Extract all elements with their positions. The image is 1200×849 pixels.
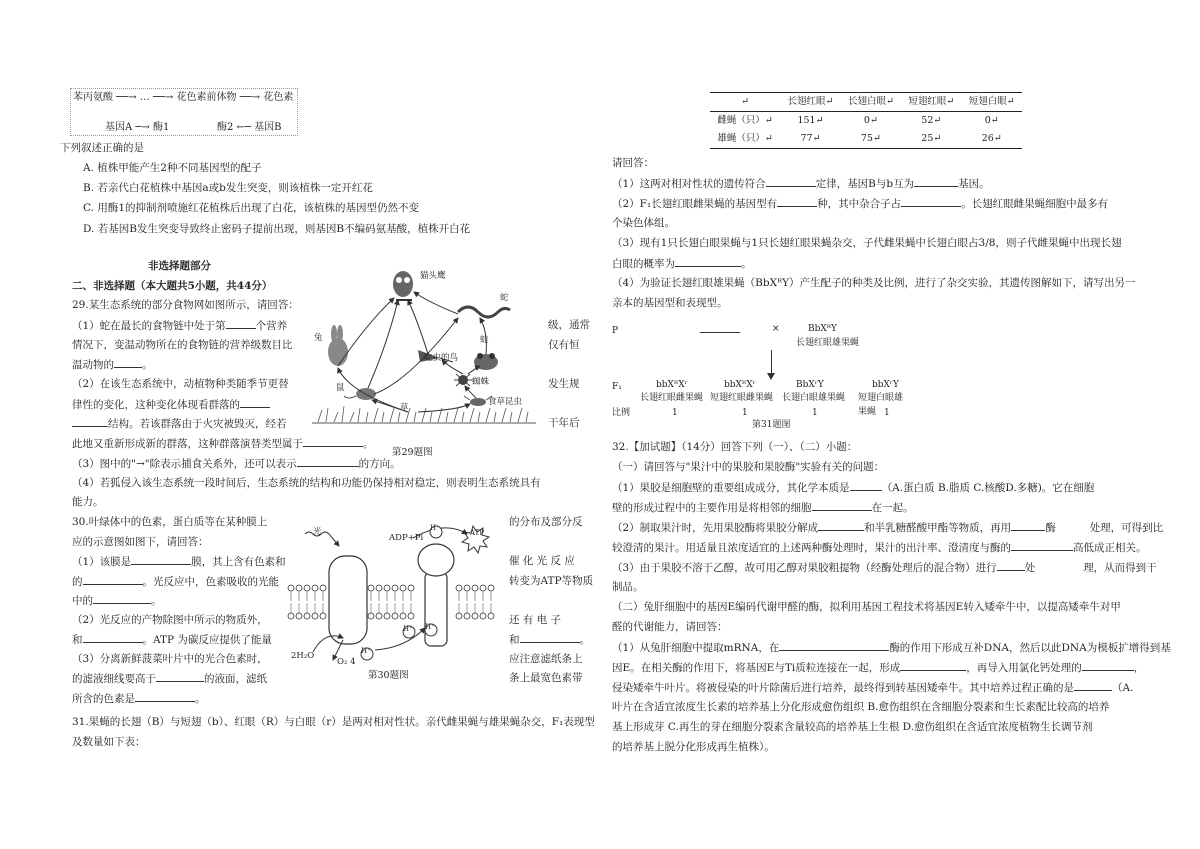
table-header-cell: ↵ xyxy=(710,93,780,112)
cross-offspring-geno-4: bbXʳY xyxy=(872,380,899,390)
q32-part2-title2: 醛的代谢能力，请回答： xyxy=(612,621,728,633)
q28-stem: 下列叙述正确的是 xyxy=(60,142,144,154)
table-cell: 77↵ xyxy=(780,130,840,149)
q29-line7: 此地又重新形成新的群落，这种群落演替类型属于 。 xyxy=(72,435,374,453)
q29-line2: 情况下，变温动物所在的食物链的营养级数目比 xyxy=(72,339,293,351)
cross-p-label: P xyxy=(612,326,619,336)
cross-male-phenotype: 长翅红眼雄果蝇 xyxy=(796,338,860,348)
table-header-cell: 短翅白眼↵ xyxy=(962,93,1022,112)
snake-icon xyxy=(458,307,510,317)
fig29-label-insect: 食草昆虫 xyxy=(488,397,523,407)
fig30-label-h-2: H⁺ xyxy=(425,623,435,631)
q28-option-d: D. 若基因B发生突变导致终止密码子提前出现，则基因B不编码氨基酸，植株开白花 xyxy=(83,223,471,235)
cross-offspring-pheno-2: 短翅红眼雌果蝇 xyxy=(710,393,774,403)
fig30-label-h-1: H⁺ xyxy=(403,625,413,633)
cross-offspring-geno-3: BbXʳY xyxy=(796,380,824,390)
q30-line2: 应的示意图如图下，请回答： xyxy=(72,536,209,548)
cross-diagram xyxy=(610,318,910,428)
fig29-label-grass: 草 xyxy=(400,403,409,413)
q31-3: （3）现有1只长翅白眼果蝇与1只长翅红眼果蝇杂交，子代雌果蝇中长翅白眼占3/8，则子代雌果蝇中出现长翅 xyxy=(612,237,1122,249)
section-subtitle: 二、非选择题（本大题共5小题，共44分） xyxy=(72,280,273,292)
q31-line2: 及数量如下表： xyxy=(72,736,146,748)
q32-1-1b: 壁的形成过程中的主要作用是将相邻的细胞 在一起。 xyxy=(612,499,914,517)
q32-1-2b: 较澄清的果汁。用适量且浓度适宜的上述两种酶处理时，果汁的出汁率、澄清度与酶的 高低成正相关。 xyxy=(612,539,1147,557)
cross-ratio-2: 1 xyxy=(742,408,748,418)
spider-icon xyxy=(454,374,472,386)
photosystem-protein xyxy=(329,556,367,644)
food-web-figure xyxy=(308,262,540,430)
q30-line9: 的滤液细线要高于 的液面，滤纸 xyxy=(72,670,267,688)
q32-title: 32.【加试题】（14分）回答下列（一）、（二）小题： xyxy=(612,441,858,453)
fig30-label-light: 光 xyxy=(313,527,322,537)
table-header-cell: 短翅红眼↵ xyxy=(901,93,961,112)
q32-part2-title: （二）兔肝细胞中的基因E编码代谢甲醛的酶，拟利用基因工程技术将基因E转入矮牵牛中，以提高矮牵牛对甲 xyxy=(612,601,1121,613)
fig30-label-h-3: H⁺ xyxy=(361,647,371,655)
cross-f1-label: F₁ xyxy=(612,382,622,392)
table-cell: 0↵ xyxy=(863,115,878,127)
fig30-label-adp: ADP+Pi xyxy=(389,533,424,543)
q32-1-2: （2）制取果汁时，先用果胶酶将果胶分解成 和半乳糖醛酸甲酯等物质，再用 酶 处理，可得到比 xyxy=(612,519,1163,537)
q30-line9-right: 条上最宽色素带 xyxy=(509,672,583,684)
q30-stem: 30.叶绿体中的色素，蛋白质等在某种膜上 xyxy=(72,516,268,528)
q32-2-1d: 叶片在含适宜浓度生长素的培养基上分化形成愈伤组织 B.愈伤组织在含细胞分裂素和生长素配比较高的培养 xyxy=(612,701,1110,713)
atp-synthase-head xyxy=(418,544,454,576)
q30-line8-right: 应注意滤纸条上 xyxy=(509,653,583,665)
table-row xyxy=(710,130,1022,149)
q29-line10: 能力。 xyxy=(72,496,104,508)
cross-offspring-pheno-3: 长翅白眼雄果蝇 xyxy=(782,393,846,403)
q30-line6: （2）光反应的产物除图中所示的物质外， xyxy=(72,614,268,626)
fig29-label-rabbit: 兔 xyxy=(314,333,323,343)
fig29-caption: 第29题图 xyxy=(392,447,433,458)
q30-line7-right: 和 。 xyxy=(509,631,590,649)
q31-4: （4）为验证长翅红眼雄果蝇（BbXᴿY）产生配子的种类及比例，进行了杂交实验，其遗传图解如下，请写出另一 xyxy=(612,277,1136,289)
q29-line6: 结构。若该群落由于火灾被毁灭，经若 xyxy=(72,415,287,433)
q29-line5: 律性的变化，这种变化体现看群落的 xyxy=(72,396,270,414)
fig29-label-snake: 蛇 xyxy=(500,293,509,303)
rabbit-icon xyxy=(328,325,348,366)
table-cell: 75↵ xyxy=(841,130,901,149)
q29-stem: 29.某生态系统的部分食物网如图所示，请回答： xyxy=(72,299,299,311)
table-row xyxy=(710,112,1022,131)
q30-line4: 的 。光反应中，色素吸收的光能 xyxy=(72,573,279,591)
cross-offspring-geno-2: bbXᴿXʳ xyxy=(724,380,756,390)
q31-1: （1）这两对相对性状的遗传符合 定律，基因B与b互为 基因。 xyxy=(612,175,990,193)
q31-line1: 31.果蝇的长翅（B）与短翅（b）、红眼（R）与白眼（r）是两对相对性状。亲代雌果蝇与雄果蝇杂交，F₁表现型 xyxy=(72,716,595,728)
q30-line6-right: 还 有 电 子 xyxy=(509,614,562,626)
q32-1-1: （1）果胶是细胞壁的重要组成成分，其化学本质是 （A.蛋白质 B.脂质 C.核酸D.多糖)。它在细胞 xyxy=(612,479,1094,497)
q28-option-c: C. 用酶1的抑制剂喷施红花植株后出现了白花，该植株的基因型仍然不变 xyxy=(83,202,420,214)
mouse-icon xyxy=(344,388,376,400)
q31-3b: 白眼的概率为 。 xyxy=(612,255,752,273)
pathway-row1: 苯丙氨酸 ──→ … ──→ 花色素前体物 ──→ 花色素 xyxy=(73,92,294,103)
q29-line1-right: 级，通常 xyxy=(548,319,590,331)
pathway-row2: 基因A ─→ 酶1 酶2 ←─ 基因B xyxy=(105,122,282,133)
cross-ratio-3: 1 xyxy=(812,408,818,418)
q32-1-3: （3）由于果胶不溶于乙醇，故可用乙醇对果胶粗提物（经酶处理后的混合物）进行 处 理，从而得到干 xyxy=(612,559,1157,577)
q30-line5: 中的 。 xyxy=(72,592,162,610)
table-cell: 雌蝇（只）↵ xyxy=(717,115,773,127)
cross-male-genotype: BbXᴿY xyxy=(808,324,837,334)
cross-ratio-1: 1 xyxy=(672,408,678,418)
table-cell: 雄蝇（只）↵ xyxy=(710,130,780,149)
q31-2b: 个染色体组。 xyxy=(612,217,675,229)
q29-line8: （3）图中的"→"除表示捕食关系外，还可以表示 的方向。 xyxy=(72,455,401,473)
table-header-row xyxy=(710,93,1022,112)
table-header-cell: 长翅白眼↵ xyxy=(841,93,901,112)
fig30-caption: 第30题图 xyxy=(368,670,409,681)
right-column xyxy=(600,0,1200,849)
table-cell: 0↵ xyxy=(984,115,999,127)
cross-caption: 第31题图 xyxy=(752,420,791,430)
q30-line8: （3）分离新鲜菠菜叶片中的光合色素时， xyxy=(72,653,268,665)
q32-2-1e: 基上形成芽 C.再生的芽在细胞分裂素含量较高的培养基上生根 D.愈伤组织在含适宜浓度植物生长调节剂 xyxy=(612,721,1093,733)
fig29-label-bird: 吃虫的鸟 xyxy=(424,353,459,363)
cross-offspring-pheno-1: 长翅红眼雌果蝇 xyxy=(640,393,704,403)
fig30-label-h-top: H⁺ xyxy=(430,524,440,532)
q28-option-a: A. 植株甲能产生2种不同基因型的配子 xyxy=(83,162,262,174)
cross-unknown-parent-blank xyxy=(700,332,740,333)
fig30-label-h2o: 2H₂O xyxy=(291,651,315,661)
cross-ratio-4: 1 xyxy=(884,408,890,418)
q29-line2-right: 仅有恒 xyxy=(548,339,580,351)
owl-icon xyxy=(393,271,413,300)
q29-line9: （4）若狐侵入该生态系统一段时间后，生态系统的结构和功能仍保持相对稳定，则表明生态系统具有 xyxy=(72,477,541,489)
q32-2-1: （1）从兔肝细胞中提取mRNA，在 酶的作用下形成互补DNA，然后以此DNA为模板扩增得到基 xyxy=(612,639,1171,657)
q30-line3: （1）该膜是 膜，其上含有色素和 xyxy=(72,553,286,571)
q29-line3: 温动物的 。 xyxy=(72,356,153,374)
cross-down-arrowhead xyxy=(767,373,775,380)
q31-ask: 请回答： xyxy=(612,157,654,169)
q31-2: （2）F₁长翅红眼雌果蝇的基因型有 种，其中杂合子占 。长翅红眼雌果蝇细胞中最多有 xyxy=(612,195,1108,213)
light-arrow xyxy=(305,532,339,546)
q30-line7: 和 。ATP 为碳反应提供了能量 xyxy=(72,631,272,649)
q29-line4: （2）在该生态系统中，动植物种类随季节更替 xyxy=(72,378,289,390)
q32-2-1f: 的培养基上脱分化形成再生植株）。 xyxy=(612,741,775,753)
thylakoid-figure xyxy=(285,520,500,670)
q30-line3-right: 催 化 光 反 应 xyxy=(509,555,575,567)
fig29-label-frog: 蛙 xyxy=(480,335,489,345)
q28-option-b: B. 若亲代白花植株中基因a或b发生突变，则该植株一定开红花 xyxy=(83,182,373,194)
fig30-label-atp: ATP xyxy=(470,529,485,537)
section-title: 非选择题部分 xyxy=(148,260,211,272)
table-cell: 52↵ xyxy=(921,115,942,127)
q30-stem-right: 的分布及部分反 xyxy=(509,516,583,528)
fig29-label-owl: 猫头鹰 xyxy=(420,271,446,281)
q32-2-1b: 因E。在相关酶的作用下，将基因E与Ti质粒连接在一起，形成 ，再导入用氯化钙处理的 ， xyxy=(612,659,1144,677)
fig30-label-o2: O₂ 4 xyxy=(337,657,356,667)
cross-offspring-geno-1: bbXᴿXʳ xyxy=(656,380,688,390)
q31-4b: 亲本的基因型和表现型。 xyxy=(612,297,728,309)
fig29-label-spider: 蜘蛛 xyxy=(472,377,490,387)
q32-part1-title: （一）请回答与"果汁中的果胶和果胶酶"实验有关的问题： xyxy=(612,461,885,473)
cross-offspring-pheno-4: 短翅白眼雄果蝇 xyxy=(858,393,904,418)
q29-line4-right: 发生规 xyxy=(548,378,580,390)
fig29-label-mouse: 鼠 xyxy=(336,383,345,393)
table-cell: 151↵ xyxy=(797,115,824,127)
cross-times: × xyxy=(772,324,780,334)
table-cell: 25↵ xyxy=(901,130,961,149)
q32-1-3b: 制品。 xyxy=(612,581,644,593)
q30-line10: 所含的色素是 。 xyxy=(72,690,206,708)
q29-line6-right: 干年后 xyxy=(548,417,580,429)
table-header-cell: 长翅红眼↵ xyxy=(780,93,840,112)
q31-results-table xyxy=(710,92,1022,149)
q30-line4-right: 转变为ATP等物质 xyxy=(509,575,594,587)
table-cell: 26↵ xyxy=(962,130,1022,149)
cross-ratio-label: 比例 xyxy=(612,408,631,418)
q29-line1: （1）蛇在最长的食物链中处于第 个营养 xyxy=(72,317,287,335)
q32-2-1c: 侵染矮牵牛叶片。将被侵染的叶片除菌后进行培养，最终得到转基因矮牵牛。其中培养过程正确的是 （A. xyxy=(612,679,1133,697)
